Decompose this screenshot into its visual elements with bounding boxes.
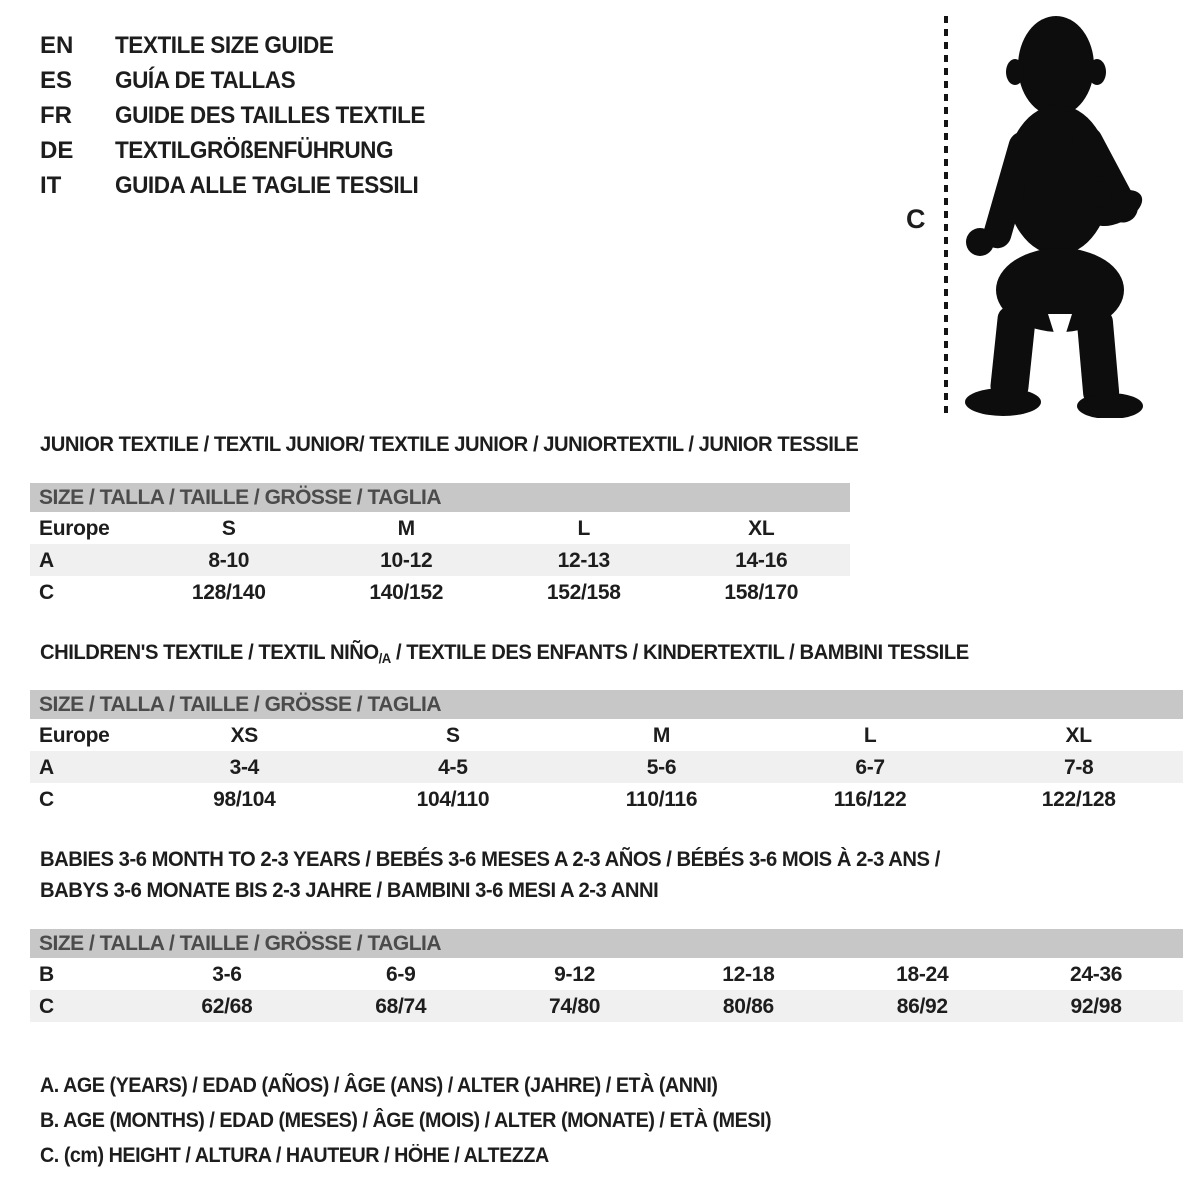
lang-code: FR <box>40 102 72 129</box>
table-cell: 86/92 <box>896 995 948 1018</box>
table-cell: 80/86 <box>722 995 774 1018</box>
table-cell: 6-7 <box>855 756 885 779</box>
lang-code: ES <box>40 67 73 94</box>
table-row <box>30 576 850 608</box>
table-cell: L <box>577 517 591 540</box>
legend-age-months: B. AGE (MONTHS) / EDAD (MESES) / ÂGE (MOIS) / ALTER (MONATE) / ETÀ (MESI) <box>40 1109 772 1132</box>
table-cell: 98/104 <box>213 788 276 811</box>
table-cell: 110/116 <box>625 788 698 811</box>
children-size-table <box>30 690 1183 815</box>
table-cell: 3-4 <box>229 756 260 779</box>
row-label: B <box>39 963 54 986</box>
table-cell: 7-8 <box>1063 756 1094 779</box>
table-cell: 104/110 <box>416 788 490 811</box>
junior-heading: JUNIOR TEXTILE / TEXTIL JUNIOR/ TEXTILE JUNIOR / JUNIORTEXTIL / JUNIOR TESSILE <box>40 432 859 456</box>
table-cell: 4-5 <box>438 756 468 779</box>
table-row <box>30 958 1183 990</box>
table-cell: S <box>446 724 460 747</box>
table-cell: 10-12 <box>380 549 433 572</box>
table-cell: 122/128 <box>1041 788 1116 811</box>
table-cell: 3-6 <box>212 963 242 986</box>
children-heading-main: CHILDREN'S TEXTILE / TEXTIL NIÑO <box>40 640 379 664</box>
table-cell: S <box>221 517 236 540</box>
row-label: A <box>39 549 54 572</box>
table-row <box>30 751 1183 783</box>
table-cell: 74/80 <box>549 995 601 1018</box>
legend-age-years: A. AGE (YEARS) / EDAD (AÑOS) / ÂGE (ANS) / ALTER (JAHRE) / ETÀ (ANNI) <box>40 1074 718 1097</box>
table-cell: M <box>397 517 415 540</box>
table-cell: M <box>652 724 671 747</box>
table-cell: 152/158 <box>546 581 621 604</box>
lang-title: TEXTILGRÖßENFÜHRUNG <box>115 137 394 164</box>
table-cell: 9-12 <box>554 963 595 986</box>
table-cell: 12-13 <box>557 549 610 572</box>
children-heading-rest: / TEXTILE DES ENFANTS / KINDERTEXTIL / BAMBINI TESSILE <box>390 640 969 664</box>
row-label: C <box>39 995 54 1018</box>
row-label: Europe <box>39 724 110 747</box>
lang-title: GUIDA ALLE TAGLIE TESSILI <box>115 172 419 199</box>
height-measure-line <box>944 16 948 416</box>
lang-code: DE <box>40 137 74 164</box>
table-cell: 12-18 <box>722 963 775 986</box>
table-cell: 158/170 <box>724 581 799 604</box>
lang-title: TEXTILE SIZE GUIDE <box>115 32 334 59</box>
children-heading <box>40 639 969 666</box>
table-row <box>30 783 1183 815</box>
size-table-header: SIZE / TALLA / TAILLE / GRÖSSE / TAGLIA <box>30 929 1183 958</box>
lang-code: IT <box>40 172 62 199</box>
table-cell: XS <box>230 724 258 747</box>
lang-code: EN <box>40 32 74 59</box>
table-cell: 14-16 <box>735 549 788 572</box>
height-measure-label: C <box>906 204 926 234</box>
legend-height-cm: C. (cm) HEIGHT / ALTURA / HAUTEUR / HÖHE / ALTEZZA <box>40 1144 549 1167</box>
size-table-header: SIZE / TALLA / TAILLE / GRÖSSE / TAGLIA <box>30 690 1183 719</box>
toddler-silhouette-icon <box>958 12 1154 418</box>
row-label: Europe <box>39 517 110 540</box>
table-cell: 8-10 <box>208 549 250 572</box>
children-heading-subscript: /A <box>378 650 391 666</box>
table-cell: 18-24 <box>896 963 949 986</box>
table-cell: XL <box>748 517 775 540</box>
table-cell: 128/140 <box>191 581 266 604</box>
row-label: C <box>39 581 54 604</box>
table-row <box>30 990 1183 1022</box>
table-row <box>30 544 850 576</box>
table-cell: L <box>863 724 877 747</box>
table-cell: 6-9 <box>386 963 416 986</box>
table-cell: 5-6 <box>646 756 677 779</box>
babies-heading-line2: BABYS 3-6 MONATE BIS 2-3 JAHRE / BAMBINI 3-6 MESI A 2-3 ANNI <box>40 878 659 902</box>
junior-size-table <box>30 483 850 608</box>
babies-heading-line1: BABIES 3-6 MONTH TO 2-3 YEARS / BEBÉS 3-6 MESES A 2-3 AÑOS / BÉBÉS 3-6 MOIS À 2-3 ANS / <box>40 847 940 871</box>
babies-size-table <box>30 929 1183 1022</box>
table-cell: 68/74 <box>375 995 427 1018</box>
lang-title: GUIDE DES TAILLES TEXTILE <box>115 102 425 129</box>
table-row <box>30 512 850 544</box>
table-cell: 92/98 <box>1070 995 1122 1018</box>
size-table-header: SIZE / TALLA / TAILLE / GRÖSSE / TAGLIA <box>30 483 850 512</box>
table-cell: XL <box>1065 724 1092 747</box>
table-cell: 24-36 <box>1069 963 1123 986</box>
row-label: A <box>39 756 54 779</box>
table-row <box>30 719 1183 751</box>
table-cell: 140/152 <box>369 581 444 604</box>
table-cell: 116/122 <box>833 788 907 811</box>
table-cell: 62/68 <box>201 995 253 1018</box>
row-label: C <box>39 788 54 811</box>
lang-title: GUÍA DE TALLAS <box>115 67 296 94</box>
